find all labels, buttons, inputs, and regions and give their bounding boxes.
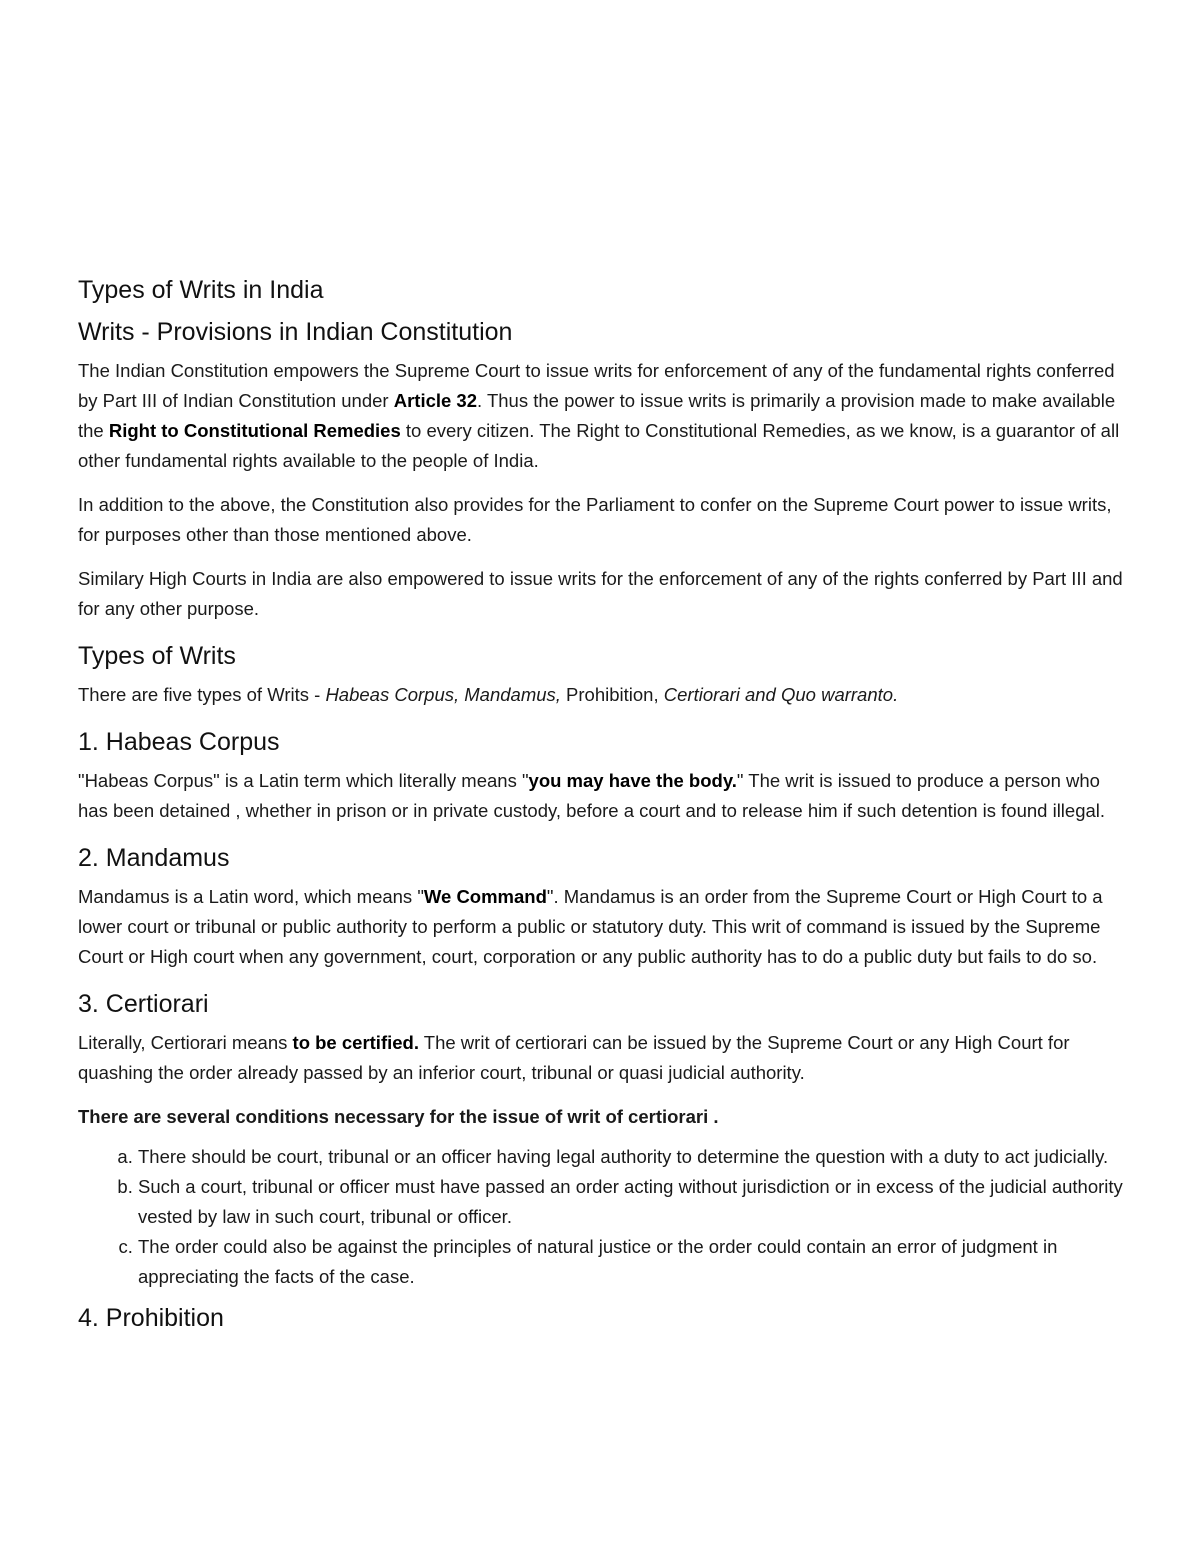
types-intro xyxy=(78,680,1128,710)
text-run: Prohibition, xyxy=(560,684,664,705)
text-run: to every citizen. The Right to Constitutional Remedies, as we know, is a guarantor of all other fundamental rights available to the people of India. xyxy=(78,420,1120,471)
document-title: Types of Writs in India xyxy=(78,276,324,304)
article-32-bold: Article 32 xyxy=(393,390,478,411)
text-run: Literally, Certiorari means xyxy=(78,1032,293,1053)
provisions-heading: Writs - Provisions in Indian Constitution xyxy=(78,318,513,346)
provisions-paragraph-1 xyxy=(78,356,1128,476)
text-run: There are five types of Writs - xyxy=(78,684,326,705)
meaning-bold: to be certified. xyxy=(292,1032,419,1053)
certiorari-paragraph xyxy=(78,1028,1128,1088)
writ-names-italic: Habeas Corpus, Mandamus, xyxy=(325,684,561,705)
certiorari-conditions-list xyxy=(78,1142,1128,1292)
provisions-paragraph-3: Similary High Courts in India are also empowered to issue writs for the enforcement of any of the rights conferred by Part III and for any other purpose. xyxy=(78,568,1123,619)
text-run: " The writ is issued to produce a person who has been detained , whether in prison or in private custody, before a court and to release him if such detention is found illegal. xyxy=(78,770,1106,821)
text-run: . Thus the power to issue writs is primarily a provision made to make available the xyxy=(78,390,1116,441)
meaning-bold: We Command xyxy=(423,886,547,907)
provisions-paragraph-2: In addition to the above, the Constitution also provides for the Parliament to confer on the Supreme Court power to issue writs, for purposes other than those mentioned above. xyxy=(78,494,1112,545)
writ-names-italic: Certiorari and Quo warranto. xyxy=(663,684,899,705)
certiorari-heading: 3. Certiorari xyxy=(78,990,209,1018)
habeas-corpus-heading: 1. Habeas Corpus xyxy=(78,728,280,756)
text-run: The writ of certiorari can be issued by the Supreme Court or any High Court for quashing the order already passed by an inferior court, tribunal or quasi judicial authority. xyxy=(78,1032,1070,1083)
mandamus-heading: 2. Mandamus xyxy=(78,844,230,872)
habeas-corpus-paragraph xyxy=(78,766,1128,826)
mandamus-paragraph xyxy=(78,882,1128,972)
text-run: ". Mandamus is an order from the Supreme Court or High Court to a lower court or tribunal or public authority to perform a public or statutory duty. This writ of command is issued by the Supreme Court or High court when any government, court, corporation or any public authority has to do a public duty but fails to do so. xyxy=(78,886,1103,967)
list-item: a. There should be court, tribunal or an officer having legal authority to determine the question with a duty to act judicially. xyxy=(138,1142,1128,1172)
right-to-remedies-bold: Right to Constitutional Remedies xyxy=(108,420,401,441)
document-page xyxy=(78,272,1128,1342)
certiorari-conditions-title: There are several conditions necessary for the issue of writ of certiorari . xyxy=(78,1106,719,1127)
meaning-bold: you may have the body. xyxy=(528,770,737,791)
prohibition-heading: 4. Prohibition xyxy=(78,1304,224,1332)
text-run: "Habeas Corpus" is a Latin term which literally means " xyxy=(78,770,529,791)
text-run: The Indian Constitution empowers the Supreme Court to issue writs for enforcement of any of the fundamental rights conferred by Part III of Indian Constitution under xyxy=(78,360,1115,411)
list-item: c. The order could also be against the principles of natural justice or the order could contain an error of judgment in appreciating the facts of the case. xyxy=(138,1232,1128,1292)
types-heading: Types of Writs xyxy=(78,642,236,670)
list-item: b. Such a court, tribunal or officer must have passed an order acting without jurisdiction or in excess of the judicial authority vested by law in such court, tribunal or officer. xyxy=(138,1172,1128,1232)
text-run: Mandamus is a Latin word, which means " xyxy=(78,886,424,907)
